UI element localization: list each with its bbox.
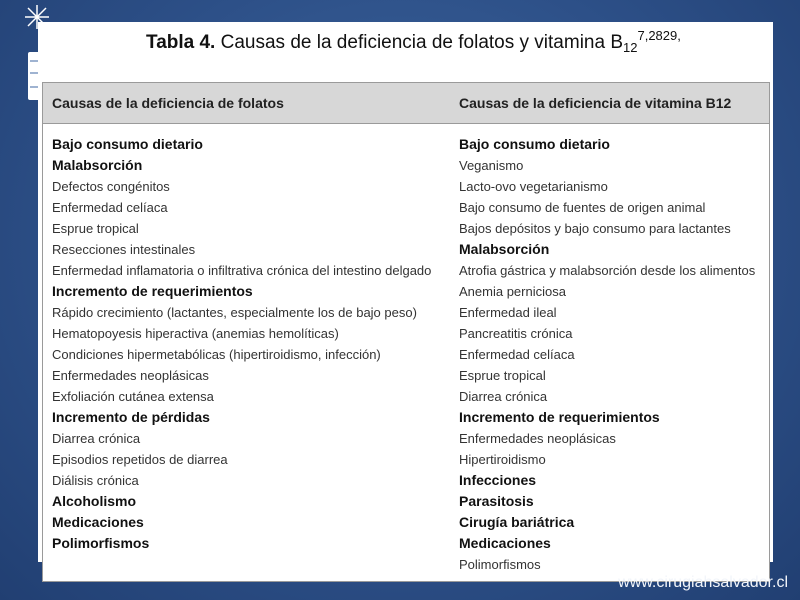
- right-row: Esprue tropical: [459, 368, 546, 383]
- left-row: Defectos congénitos: [52, 179, 170, 194]
- table-title: [146, 28, 681, 55]
- right-row: Anemia perniciosa: [459, 284, 566, 299]
- left-row: Bajo consumo dietario: [52, 136, 203, 152]
- right-row: Veganismo: [459, 158, 524, 173]
- left-row: Diálisis crónica: [52, 473, 139, 488]
- right-row: Pancreatitis crónica: [459, 326, 573, 341]
- right-row: Atrofia gástrica y malabsorción desde los alimentos: [459, 263, 756, 278]
- left-row: Esprue tropical: [52, 221, 139, 236]
- left-row: Polimorfismos: [52, 535, 150, 551]
- right-row: Medicaciones: [459, 535, 551, 551]
- left-row: Exfoliación cutánea extensa: [52, 389, 214, 404]
- right-row: Bajo consumo de fuentes de origen animal: [459, 200, 706, 215]
- title-bold: Tabla 4.: [146, 32, 216, 53]
- header-b12: Causas de la deficiencia de vitamina B12: [459, 95, 732, 111]
- causes-table: [42, 82, 770, 582]
- left-row: Malabsorción: [52, 157, 143, 173]
- right-row: Hipertiroidismo: [459, 452, 546, 467]
- left-row: Incremento de pérdidas: [52, 409, 210, 425]
- left-row: Resecciones intestinales: [52, 242, 196, 257]
- right-row: Bajos depósitos y bajo consumo para lactantes: [459, 221, 731, 236]
- left-row: Diarrea crónica: [52, 431, 141, 446]
- title-subscript: 12: [623, 40, 638, 55]
- left-row: Incremento de requerimientos: [52, 283, 253, 299]
- folate-causes-column: [52, 134, 431, 554]
- table-header: [43, 83, 769, 124]
- right-row: Enfermedad celíaca: [459, 347, 575, 362]
- right-row: Lacto-ovo vegetarianismo: [459, 179, 608, 194]
- left-row: Enfermedades neoplásicas: [52, 368, 209, 383]
- left-row: Condiciones hipermetabólicas (hipertiroidismo, infección): [52, 347, 381, 362]
- right-row: Enfermedades neoplásicas: [459, 431, 616, 446]
- right-row: Cirugía bariátrica: [459, 514, 575, 530]
- right-row: Polimorfismos: [459, 557, 541, 572]
- left-row: Hematopoyesis hiperactiva (anemias hemolíticas): [52, 326, 339, 341]
- right-row: Diarrea crónica: [459, 389, 548, 404]
- left-row: Episodios repetidos de diarrea: [52, 452, 228, 467]
- left-row: Medicaciones: [52, 514, 144, 530]
- right-row: Bajo consumo dietario: [459, 136, 610, 152]
- right-row: Parasitosis: [459, 493, 534, 509]
- right-row: Incremento de requerimientos: [459, 409, 660, 425]
- right-row: Infecciones: [459, 472, 537, 488]
- website-footer: www.cirugiahsalvador.cl: [618, 574, 788, 591]
- b12-causes-column: [459, 134, 755, 575]
- content-panel: [38, 22, 773, 572]
- right-row: Enfermedad ileal: [459, 305, 557, 320]
- left-row: Rápido crecimiento (lactantes, especialmente los de bajo peso): [52, 305, 417, 320]
- header-folates: Causas de la deficiencia de folatos: [52, 95, 284, 111]
- left-row: Enfermedad inflamatoria o infiltrativa crónica del intestino delgado: [52, 263, 432, 278]
- left-row: Alcoholismo: [52, 493, 137, 509]
- left-row: Enfermedad celíaca: [52, 200, 168, 215]
- right-row: Malabsorción: [459, 241, 550, 257]
- title-superscript: 7,2829,: [637, 28, 681, 43]
- title-text: Causas de la deficiencia de folatos y vitamina B: [220, 32, 624, 53]
